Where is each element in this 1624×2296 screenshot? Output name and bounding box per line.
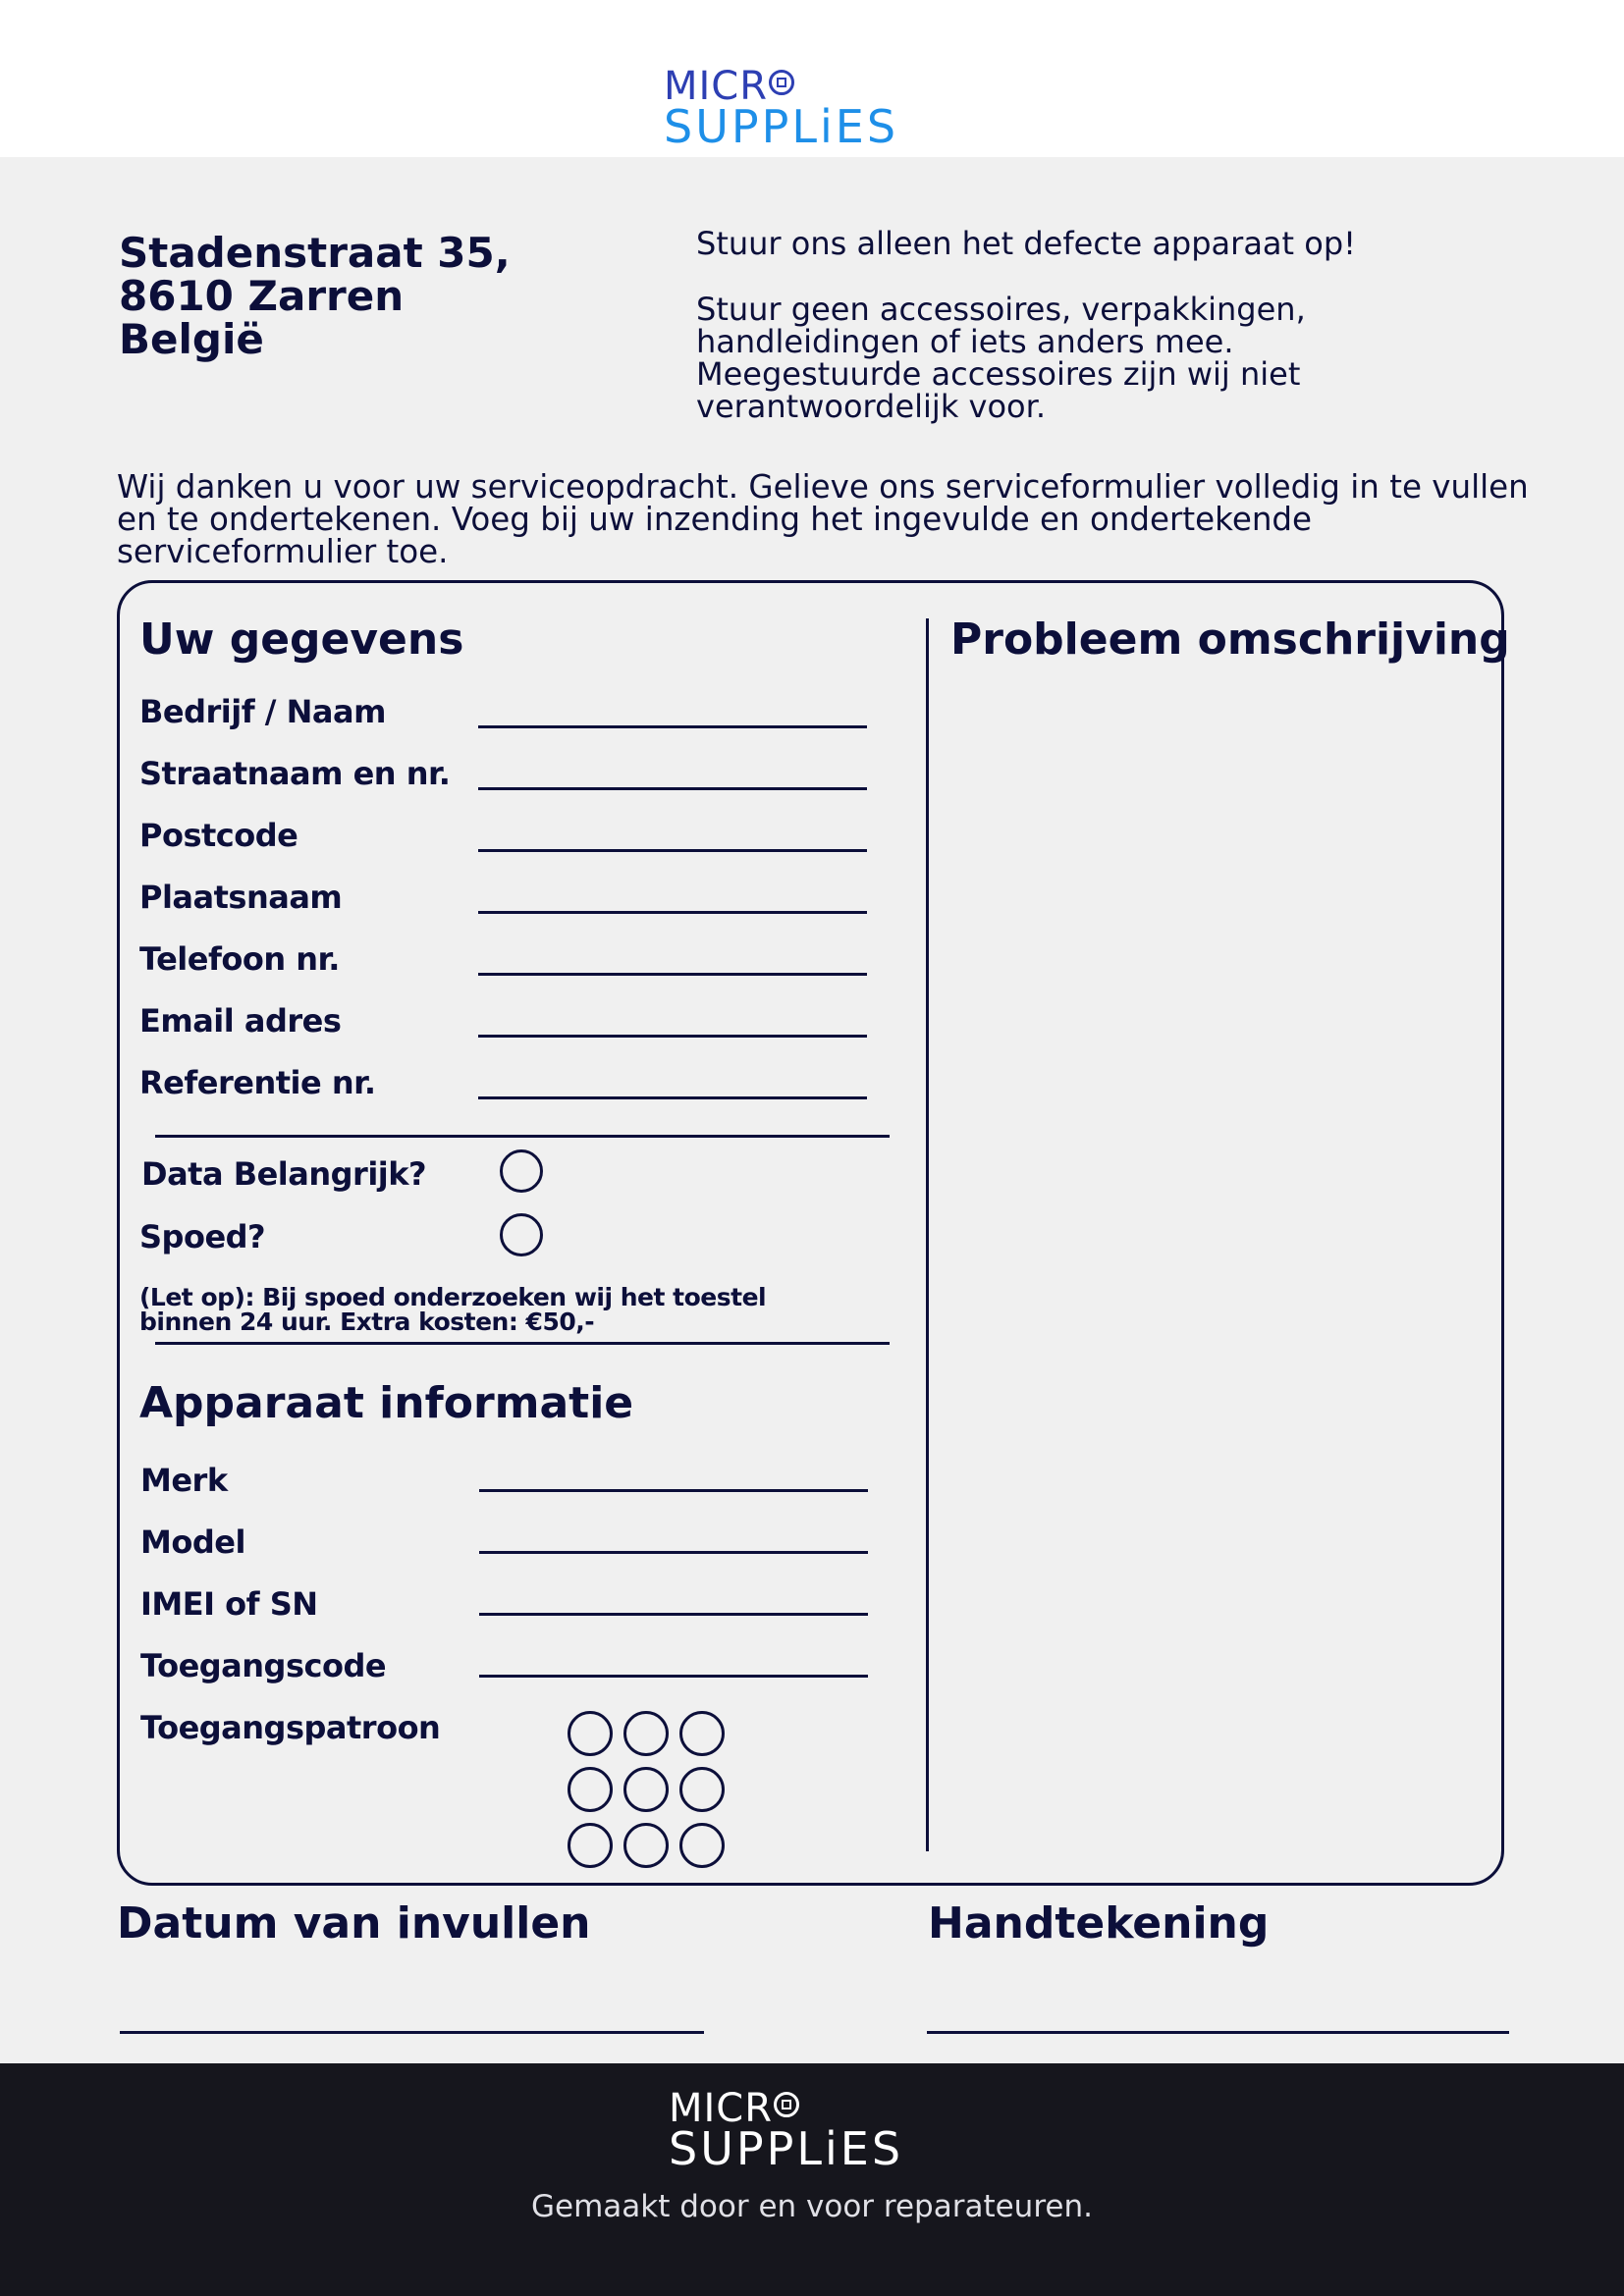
column-divider	[926, 618, 929, 1851]
device-heading: Apparaat informatie	[139, 1378, 634, 1428]
field-label-email: Email adres	[139, 1002, 342, 1040]
field-label-model: Model	[140, 1523, 245, 1561]
rush-checkbox[interactable]	[500, 1213, 543, 1256]
footer-logo-text-bottom: SUPPLiES	[669, 2122, 904, 2175]
address-country: België	[119, 315, 264, 363]
field-label-phone: Telefoon nr.	[139, 940, 340, 978]
footer-logo	[669, 2086, 924, 2175]
pattern-dot[interactable]	[679, 1767, 725, 1812]
address-city: 8610 Zarren	[119, 272, 405, 320]
imei-field[interactable]	[479, 1613, 868, 1616]
notice-line-2: Stuur geen accessoires, verpakkingen, handleidingen of iets anders mee. Meegestuurde accessoires zijn wij niet verantwoordelijk voor.	[696, 291, 1306, 425]
phone-field[interactable]	[478, 973, 867, 976]
date-heading: Datum van invullen	[117, 1898, 591, 1949]
footer-logo-text-top: MICR	[669, 2086, 774, 2131]
field-label-reference: Referentie nr.	[139, 1064, 376, 1101]
pattern-dot[interactable]	[679, 1823, 725, 1868]
field-label-street: Straatnaam en nr.	[139, 755, 451, 792]
street-field[interactable]	[478, 787, 867, 790]
postcode-field[interactable]	[478, 849, 867, 852]
notice-line-1: Stuur ons alleen het defecte apparaat op!	[696, 225, 1356, 262]
brand-field[interactable]	[479, 1489, 868, 1492]
reference-field[interactable]	[478, 1096, 867, 1099]
shipping-notice	[696, 225, 1560, 456]
chip-icon	[774, 2092, 799, 2117]
company-field[interactable]	[478, 725, 867, 728]
data-important-checkbox[interactable]	[500, 1149, 543, 1193]
field-label-imei: IMEI of SN	[140, 1585, 318, 1623]
chip-icon	[769, 70, 794, 95]
pattern-dot[interactable]	[623, 1711, 669, 1756]
pattern-dot[interactable]	[568, 1711, 613, 1756]
pattern-dot[interactable]	[568, 1823, 613, 1868]
logo-text-bottom: SUPPLiES	[664, 100, 899, 153]
pattern-dot[interactable]	[623, 1767, 669, 1812]
problem-heading: Probleem omschrijving	[950, 614, 1510, 665]
model-field[interactable]	[479, 1551, 868, 1554]
pattern-label: Toegangspatroon	[140, 1709, 441, 1746]
field-label-city: Plaatsnaam	[139, 879, 343, 916]
problem-description-area[interactable]	[950, 687, 1481, 1826]
field-label-company: Bedrijf / Naam	[139, 693, 386, 730]
rush-note: (Let op): Bij spoed onderzoeken wij het toestel binnen 24 uur. Extra kosten: €50,-	[139, 1283, 767, 1336]
signature-field[interactable]	[927, 2031, 1509, 2034]
signature-heading: Handtekening	[928, 1898, 1270, 1949]
pattern-dot[interactable]	[568, 1767, 613, 1812]
field-label-access-code: Toegangscode	[140, 1647, 387, 1684]
field-label-brand: Merk	[140, 1462, 228, 1499]
pattern-dot[interactable]	[623, 1823, 669, 1868]
city-field[interactable]	[478, 911, 867, 914]
pattern-grid[interactable]	[568, 1711, 725, 1868]
date-field[interactable]	[120, 2031, 704, 2034]
brand-logo	[664, 64, 919, 153]
field-label-postcode: Postcode	[139, 817, 298, 854]
address-street: Stadenstraat 35,	[119, 229, 511, 277]
data-important-label: Data Belangrijk?	[141, 1155, 427, 1193]
footer-tagline: Gemaakt door en voor reparateuren.	[531, 2189, 1093, 2224]
section-divider	[155, 1342, 890, 1345]
rush-label: Spoed?	[139, 1218, 266, 1255]
email-field[interactable]	[478, 1035, 867, 1038]
section-divider	[155, 1135, 890, 1138]
logo-text-top: MICR	[664, 64, 769, 109]
intro-text: Wij danken u voor uw serviceopdracht. Gelieve ons serviceformulier volledig in te vullen en te ondertekenen. Voeg bij uw inzending het ingevulde en ondertekende serviceformulier toe.	[117, 468, 1529, 570]
customer-heading: Uw gegevens	[139, 614, 464, 665]
company-address	[119, 229, 629, 363]
access-code-field[interactable]	[479, 1675, 868, 1678]
pattern-dot[interactable]	[679, 1711, 725, 1756]
